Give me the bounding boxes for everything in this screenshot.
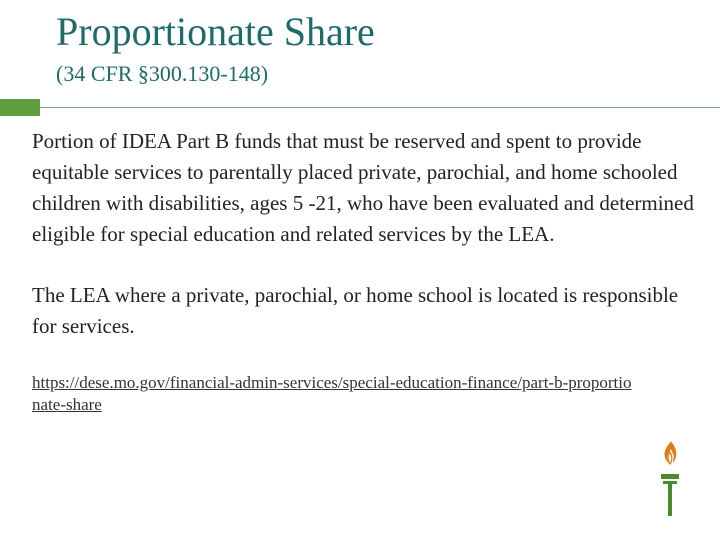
slide-title: Proportionate Share (56, 9, 375, 54)
proportionate-share-link[interactable]: https://dese.mo.gov/financial-admin-services/special-education-finance/part-b-proportionate-share (32, 373, 632, 414)
body-paragraph-2: The LEA where a private, parochial, or home school is located is responsible for services. (32, 283, 679, 338)
body-paragraph-1: Portion of IDEA Part B funds that must be reserved and spent to provide equitable services to parentally placed private, parochial, and home schooled children with disabilities, ages 5 -21, who have been evaluated and determined eligible for special education and related services by the LEA. (32, 129, 694, 246)
divider-accent-block (0, 99, 40, 116)
divider-line (40, 107, 720, 108)
slide-subtitle: (34 CFR §300.130-148) (56, 61, 269, 86)
slide-body (32, 126, 702, 416)
title-divider (0, 99, 720, 116)
torch-logo-icon (654, 440, 686, 518)
